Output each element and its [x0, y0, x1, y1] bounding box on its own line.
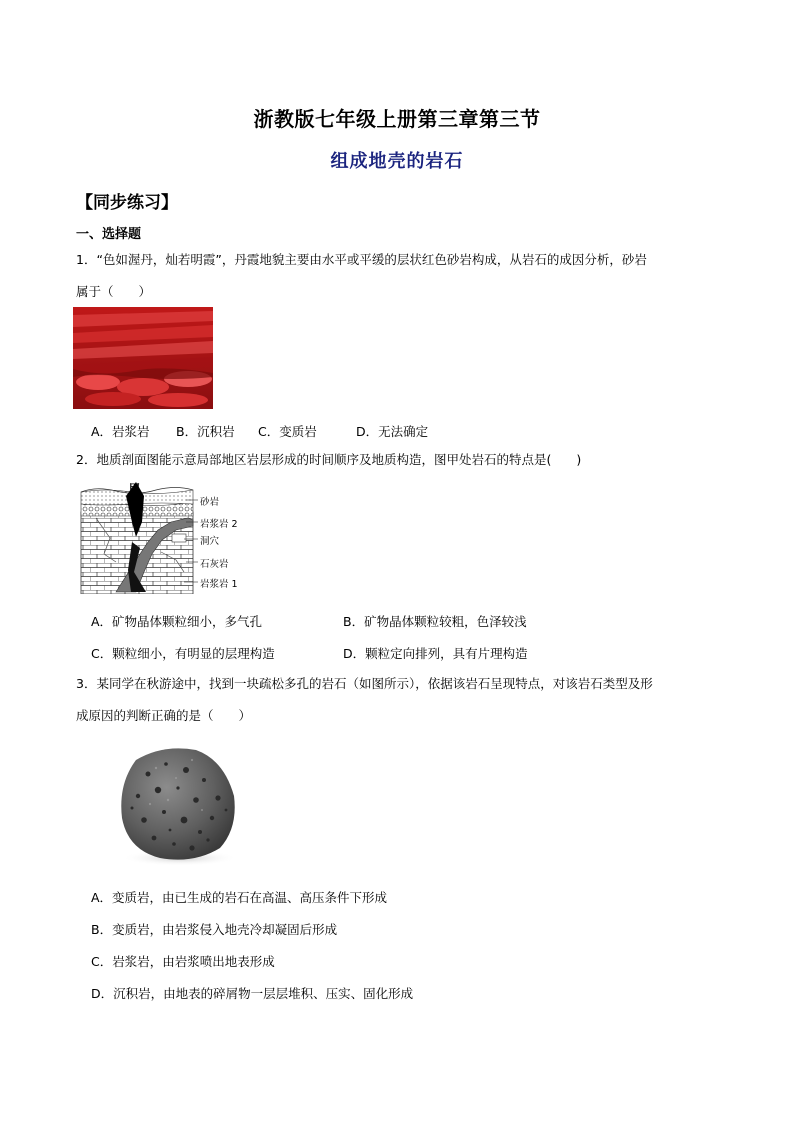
q3-option-a[interactable]: A．变质岩，由已生成的岩石在高温、高压条件下形成 [91, 890, 388, 905]
part-heading: 一、选择题 [76, 227, 142, 242]
question-1-text [76, 244, 726, 308]
question-3-text [76, 668, 726, 732]
danxia-photo [73, 307, 213, 409]
question-3-line-1: 3．某同学在秋游途中，找到一块疏松多孔的岩石（如图所示），依据该岩石呈现特点，对该岩石类型及形 [76, 676, 653, 691]
section-heading: 【同步练习】 [76, 193, 178, 213]
q3-option-c[interactable]: C．岩浆岩，由岩浆喷出地表形成 [91, 954, 275, 969]
q1-option-a[interactable]: A．岩浆岩 [91, 424, 150, 439]
geologic-cross-section [76, 482, 276, 594]
page-title: 浙教版七年级上册第三章第三节 [253, 107, 541, 131]
porous-rock-photo [108, 740, 248, 870]
q3-option-d[interactable]: D．沉积岩，由地表的碎屑物一层层堆积、压实、固化形成 [91, 986, 414, 1001]
q3-option-b[interactable]: B．变质岩，由岩浆侵入地壳冷却凝固后形成 [91, 922, 338, 937]
question-3-line-2: 成原因的判断正确的是（ ） [76, 708, 252, 723]
q1-option-d[interactable]: D．无法确定 [356, 424, 429, 439]
label-igneous-1: 岩浆岩 1 [200, 579, 238, 590]
label-igneous-2: 岩浆岩 2 [200, 519, 238, 530]
q2-option-b[interactable]: B．矿物晶体颗粒较粗，色泽较浅 [343, 614, 527, 629]
page-subtitle: 组成地壳的岩石 [330, 151, 464, 172]
question-1-line-2: 属于（ ） [76, 284, 152, 299]
q2-option-d[interactable]: D．颗粒定向排列，具有片理构造 [343, 646, 528, 661]
label-jia: 甲 [129, 482, 140, 495]
question-1-line-1: 1．“色如渥丹，灿若明霞”，丹霞地貌主要由水平或平缓的层状红色砂岩构成，从岩石的成因分析，砂岩 [76, 252, 647, 267]
q1-option-b[interactable]: B．沉积岩 [176, 424, 235, 439]
question-2-text: 2．地质剖面图能示意局部地区岩层形成的时间顺序及地质构造，图甲处岩石的特点是( ) [76, 452, 582, 467]
label-limestone: 石灰岩 [200, 559, 229, 570]
q1-option-c[interactable]: C．变质岩 [258, 424, 317, 439]
label-sandstone: 砂岩 [200, 497, 220, 508]
q2-option-c[interactable]: C．颗粒细小，有明显的层理构造 [91, 646, 275, 661]
label-cave: 洞穴 [200, 536, 220, 547]
q2-option-a[interactable]: A．矿物晶体颗粒细小，多气孔 [91, 614, 263, 629]
